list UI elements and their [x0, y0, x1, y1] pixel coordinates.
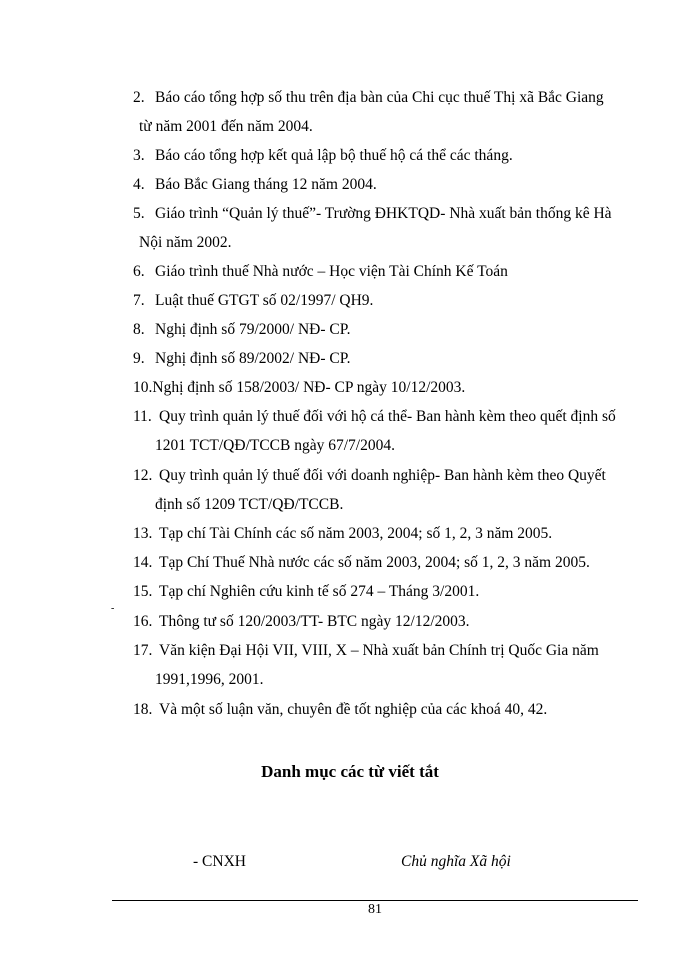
reference-item — [133, 700, 547, 720]
reference-number: 2. — [133, 89, 145, 106]
reference-text: Thông tư số 120/2003/TT- BTC ngày 12/12/2003. — [159, 613, 470, 630]
reference-continuation: Nội năm 2002. — [139, 234, 232, 251]
reference-item — [133, 524, 552, 544]
reference-number: 14. — [133, 554, 153, 571]
reference-item — [133, 553, 590, 573]
reference-text: Tạp chí Nghiên cứu kinh tế số 274 – Tháng 3/2001. — [159, 583, 480, 600]
reference-continuation: từ năm 2001 đến năm 2004. — [139, 118, 313, 135]
page-number: 81 — [368, 902, 382, 917]
abbreviation-key: - CNXH — [193, 853, 246, 870]
reference-item — [133, 320, 351, 340]
reference-item — [133, 407, 616, 427]
reference-number: 18. — [133, 701, 153, 718]
reference-text: Nghị định số 79/2000/ NĐ- CP. — [155, 321, 351, 338]
reference-item — [133, 146, 513, 166]
reference-number: 10. — [133, 379, 153, 396]
reference-item — [133, 204, 612, 224]
reference-item — [133, 641, 599, 661]
reference-number: 16. — [133, 613, 153, 630]
reference-text: Quy trình quản lý thuế đối với doanh nghiệp- Ban hành kèm theo Quyết — [159, 467, 606, 484]
reference-number: 12. — [133, 467, 153, 484]
reference-continuation: định số 1209 TCT/QĐ/TCCB. — [155, 496, 344, 513]
reference-text: Luật thuế GTGT số 02/1997/ QH9. — [155, 292, 374, 309]
reference-text: Quy trình quản lý thuế đối với hộ cá thể- Ban hành kèm theo quết định số — [159, 408, 616, 425]
reference-item — [133, 466, 606, 486]
reference-item — [133, 378, 465, 398]
reference-text: Báo Bắc Giang tháng 12 năm 2004. — [155, 176, 377, 193]
section-title: Danh mục các từ viết tắt — [261, 762, 439, 781]
reference-number: 6. — [133, 263, 145, 280]
reference-item — [133, 612, 470, 632]
reference-number: 4. — [133, 176, 145, 193]
reference-number: 9. — [133, 350, 145, 367]
reference-continuation: 1991,1996, 2001. — [155, 671, 264, 688]
reference-text: Giáo trình thuế Nhà nước – Học viện Tài Chính Kế Toán — [155, 263, 508, 280]
reference-text: Giáo trình “Quản lý thuế”- Trường ĐHKTQD- Nhà xuất bản thống kê Hà — [155, 205, 612, 222]
reference-number: 11. — [133, 408, 152, 425]
abbreviation-value: Chủ nghĩa Xã hội — [401, 853, 511, 870]
reference-item — [133, 262, 508, 282]
reference-text: Báo cáo tổng hợp số thu trên địa bàn của Chi cục thuế Thị xã Bắc Giang — [155, 89, 604, 106]
reference-text: Tạp chí Tài Chính các số năm 2003, 2004; số 1, 2, 3 năm 2005. — [159, 525, 553, 542]
reference-item — [133, 88, 604, 108]
reference-text: Và một số luận văn, chuyên đề tốt nghiệp của các khoá 40, 42. — [159, 701, 548, 718]
reference-item — [133, 349, 351, 369]
reference-text: Tạp Chí Thuế Nhà nước các số năm 2003, 2004; số 1, 2, 3 năm 2005. — [159, 554, 590, 571]
reference-text: Báo cáo tổng hợp kết quả lập bộ thuế hộ cá thể các tháng. — [155, 147, 513, 164]
reference-number: 5. — [133, 205, 145, 222]
reference-item — [133, 291, 373, 311]
reference-text: Nghị định số 89/2002/ NĐ- CP. — [155, 350, 351, 367]
reference-number: 8. — [133, 321, 145, 338]
reference-number: 3. — [133, 147, 145, 164]
reference-item — [133, 582, 479, 602]
reference-continuation: 1201 TCT/QĐ/TCCB ngày 67/7/2004. — [155, 437, 395, 454]
reference-text: Nghị định số 158/2003/ NĐ- CP ngày 10/12/2003. — [152, 379, 466, 396]
reference-item — [133, 175, 377, 195]
stray-mark: - — [111, 603, 115, 614]
reference-text: Văn kiện Đại Hội VII, VIII, X – Nhà xuất bản Chính trị Quốc Gia năm — [159, 642, 599, 659]
reference-number: 13. — [133, 525, 153, 542]
reference-number: 15. — [133, 583, 153, 600]
reference-number: 17. — [133, 642, 153, 659]
reference-number: 7. — [133, 292, 145, 309]
